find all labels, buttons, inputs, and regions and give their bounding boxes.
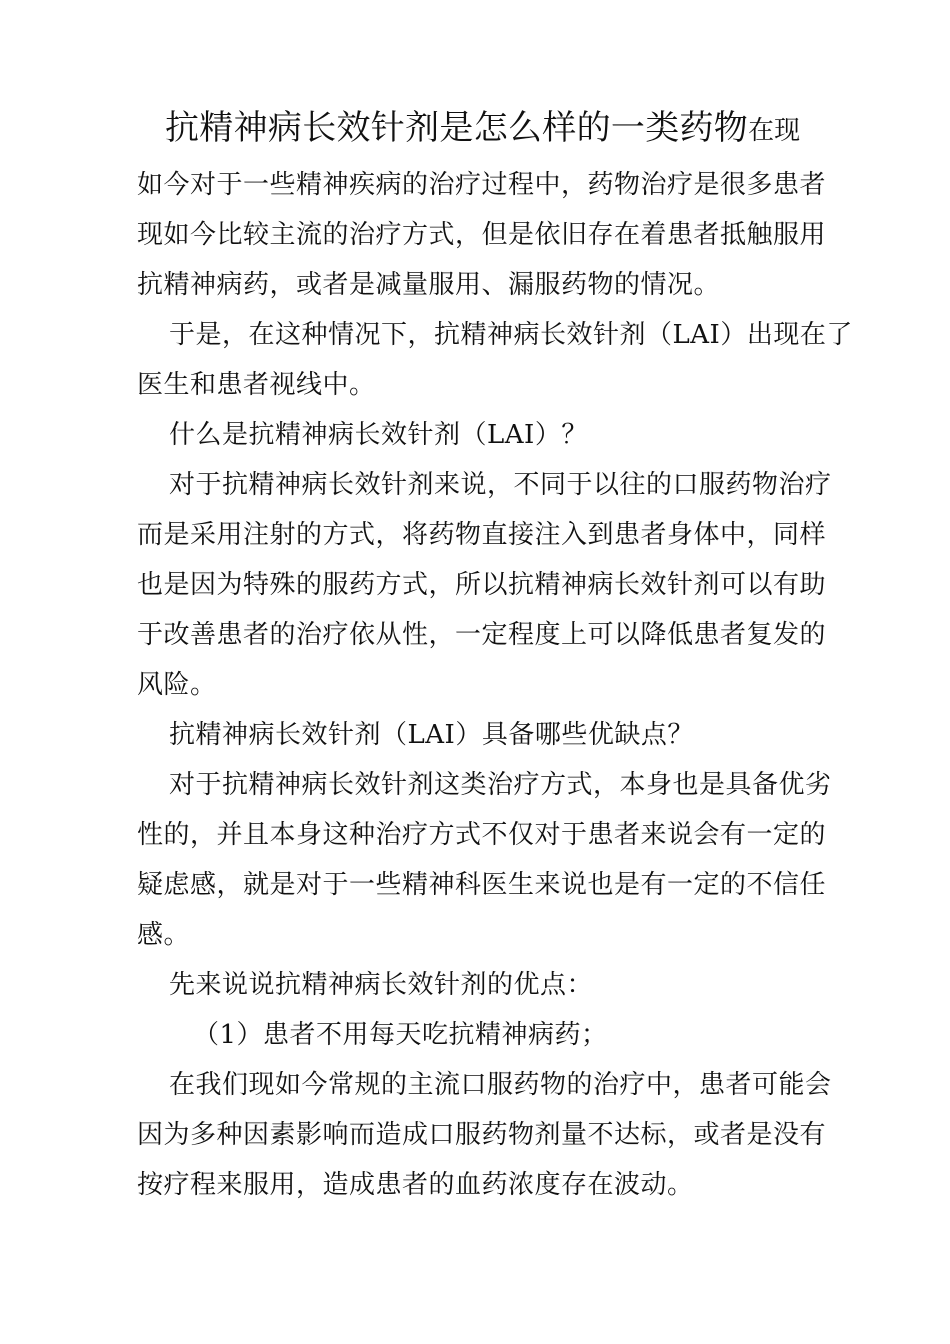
paragraph: [137, 1060, 832, 1210]
paragraph: [137, 760, 832, 960]
paragraph-line: 在我们现如今常规的主流口服药物的治疗中，患者可能会: [169, 1070, 832, 1100]
document-body: [137, 100, 853, 1210]
paragraph: [137, 960, 827, 1010]
title-line: [137, 100, 827, 156]
paragraph-line: 性的，并且本身这种治疗方式不仅对于患者来说会有一定的: [137, 820, 827, 850]
paragraph-line: 先来说说抗精神病长效针剂的优点：: [169, 970, 594, 1000]
paragraph-line: 对于抗精神病长效针剂来说，不同于以往的口服药物治疗: [169, 470, 832, 500]
paragraph-line: 因为多种因素影响而造成口服药物剂量不达标，或者是没有: [137, 1120, 827, 1150]
paragraph-line: （1）患者不用每天吃抗精神病药；: [193, 1020, 608, 1050]
paragraph-line: 感。: [137, 920, 191, 950]
paragraph-line: 风险。: [137, 670, 217, 700]
title-continuation: 在现: [748, 116, 801, 146]
paragraph-line: 疑虑感，就是对于一些精神科医生来说也是有一定的不信任: [137, 870, 827, 900]
paragraph-line: 什么是抗精神病长效针剂（LAI）？: [169, 420, 588, 450]
list-item: [137, 1010, 827, 1060]
paragraph-line: 抗精神病长效针剂（LAI）具备哪些优缺点？: [169, 720, 694, 750]
paragraph: [137, 160, 827, 310]
paragraph: [137, 460, 832, 710]
section-heading: [137, 410, 827, 460]
paragraph-line: 于改善患者的治疗依从性，一定程度上可以降低患者复发的: [137, 620, 827, 650]
paragraph-line: 医生和患者视线中。: [137, 370, 376, 400]
section-heading: [137, 710, 827, 760]
paragraph-line: 抗精神病药，或者是减量服用、漏服药物的情况。: [137, 270, 721, 300]
paragraph: [137, 310, 853, 410]
paragraph-line: 按疗程来服用，造成患者的血药浓度存在波动。: [137, 1170, 694, 1200]
paragraph-line: 而是采用注射的方式，将药物直接注入到患者身体中，同样: [137, 520, 827, 550]
paragraph-line: 如今对于一些精神疾病的治疗过程中，药物治疗是很多患者: [137, 170, 827, 200]
paragraph-line: 也是因为特殊的服药方式，所以抗精神病长效针剂可以有助: [137, 570, 827, 600]
document-title: 抗精神病长效针剂是怎么样的一类药物: [165, 108, 749, 148]
paragraph-line: 于是，在这种情况下，抗精神病长效针剂（LAI）出现在了: [169, 320, 853, 350]
paragraph-line: 现如今比较主流的治疗方式，但是依旧存在着患者抵触服用: [137, 220, 827, 250]
paragraph-line: 对于抗精神病长效针剂这类治疗方式，本身也是具备优劣: [169, 770, 832, 800]
